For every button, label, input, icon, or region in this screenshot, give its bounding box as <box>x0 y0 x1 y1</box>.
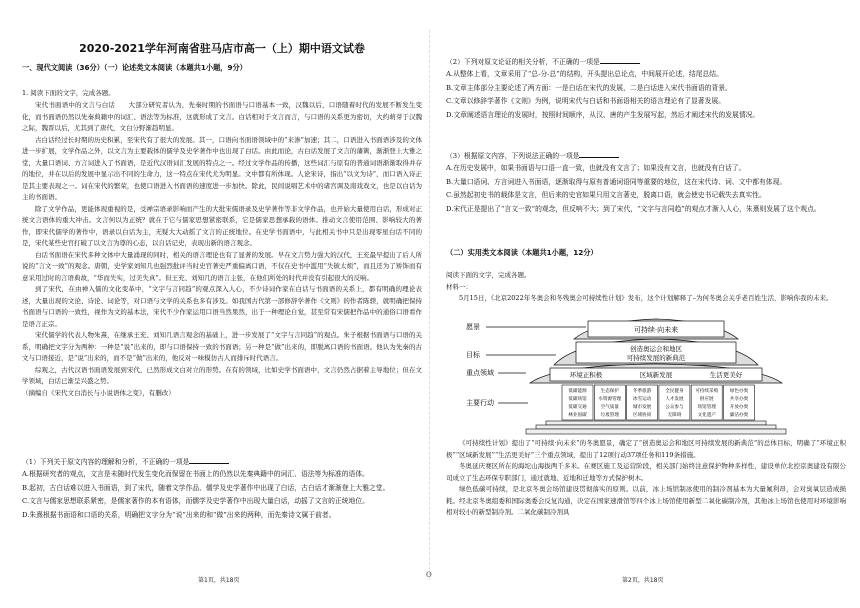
passage-two-cont <box>446 438 846 519</box>
figure-vision: 可持续·向未来 <box>633 326 679 334</box>
option-a[interactable]: A.从整体上看，文章采用了“总-分-总”的结构，开头提出总论点，中间展开论述，结尾总结。 <box>446 70 723 78</box>
option-a[interactable]: A.根据研究者的观点，文言是未随时代发生变化而保留在书面上的仍然以先秦典籍中的词汇、语法等为标准的语体。 <box>22 470 369 478</box>
figure-action-item: 城市发展 <box>632 405 652 410</box>
paragraph: 综观之，古代汉语书面语发展到宋代，已然形成文白对立的形势。在有的领域，比如史学书面语中，文言仍然占据着主导地位；但在文学领域，白话已渐呈兴盛之势。 <box>22 365 422 385</box>
material-label: 材料一： <box>446 282 472 291</box>
section-two-heading: （二）实用类文本阅读（本题共1小题，12分） <box>446 248 598 257</box>
figure-action-item: 共享办奥 <box>729 397 749 402</box>
page-divider <box>429 30 430 580</box>
figure-goal-line: 创造奥运会和地区 <box>630 345 682 353</box>
figure-action-item: 冬季旅游 <box>632 389 652 394</box>
figure-action-item: 场馆管理 <box>697 405 716 410</box>
figure-action-item: 垃圾管理 <box>600 413 619 418</box>
option-c[interactable]: C.文言与儒家思想联系紧密，是儒家著作的本有语体，而儒学及史学著作中出现大量白话，动摇了文言的正统地位。 <box>22 497 369 505</box>
option-d[interactable]: D.文章阐述语言理论的发展时，按照时间顺序，从汉、唐的产生发展写起，然后才阐述宋代的发展情况。 <box>446 110 760 119</box>
figure-area: 环境正积极 <box>569 371 603 379</box>
paragraph: 5月15日，《北京2022年冬奥会和冬残奥会可持续性计划》发布，这个计划解释了–为何冬奥会关乎老百姓生活，影响你我的未来。 <box>459 294 833 302</box>
option-b[interactable]: B.起初，古白话难以进入书面语，到了宋代，随着文学作品、儒学及史学著作中出现了白话，古白话才渐渐登上大雅之堂。 <box>22 483 390 492</box>
option-d[interactable]: D.朱熹根据书面语和口语的关系，明确把文字分为“说”出来的和“做”出来的两种，而先秦诗文属于前者。 <box>22 510 336 519</box>
figure-action-item: 低碳交通 <box>568 405 587 410</box>
paragraph: 宋代儒学的代表人物朱熹，在继承王充、刘知几语言观念的基础上，进一步发展了“文字与言同趋”的观点。朱子根据书面语与口语的关系，明确把文字分为两种：一种是“说”出来的，即与口语保持一致的书面语；另一种是“做”出来的，即脱离口语的书面语。他认为先秦的古文与口语接近，是“说”出来的，而不是“做”出来的，他反对一味模仿古人而排斥时代语言。 <box>22 331 422 362</box>
section-one-heading: 一、现代文阅读（36分）（一）论述类文本阅读（本题共1小题，9分） <box>22 63 247 72</box>
figure-action-item: 低碳场馆 <box>568 397 587 402</box>
figure-label-actions: 主要行动 <box>466 399 494 407</box>
option-a[interactable]: A.在历史发展中，如果书面语与口语一直一致，也就没有文言了；如果没有文言，也就没有白话了。 <box>446 164 746 172</box>
passage <box>22 100 422 399</box>
question-stem: （3）根据原文内容，下列说法正确的一项是 <box>446 152 580 160</box>
question-intro: 阅读下面的文字，完成各题。 <box>446 271 531 279</box>
question-stem: （2）下列对原文论证的相关分析，不正确的一项是 <box>446 58 600 66</box>
figure-action-item: 低碳能源 <box>568 389 587 394</box>
option-c[interactable]: C.虽然起初史书的载体是文言，但后来的史官如果只用文言著史，脱离口语，就会使史书记载失去真实性。 <box>446 191 766 199</box>
answer-blank[interactable] <box>600 57 640 64</box>
figure-label-goal: 目标 <box>466 351 480 359</box>
page-footer: 第2页，共18页 <box>622 577 664 584</box>
figure-action-item: 绿色办奥 <box>729 389 749 394</box>
question-3 <box>446 150 846 216</box>
figure-action-item: 冰雪运动 <box>632 397 652 402</box>
page-footer: 第1页，共18页 <box>198 577 240 584</box>
figure-action-item: 全民健身 <box>665 389 684 394</box>
answer-blank[interactable] <box>189 457 229 464</box>
figure-action-item: 水资源管理 <box>598 397 622 402</box>
question-2 <box>446 56 846 122</box>
paragraph: 《可持续性计划》提出了“可持续·向未来”的冬奥愿景，确定了“创造奥运会和地区可持续发展的新典范”的总体目标，明确了“环境正积极”“区域新发展”“生活更美好”三个重点领域，提出了12项行动37项任务和119条措施。 <box>446 439 846 459</box>
passage-two <box>446 270 846 305</box>
figure-label-areas: 重点领域 <box>466 369 494 377</box>
option-d[interactable]: D.宋代正是提出了“言文一致”的观念，但反响不大；到了宋代，“文字与言同趋”的观点才渐入人心，朱熹则发展了这个观点。 <box>446 204 821 213</box>
answer-blank[interactable] <box>579 151 619 158</box>
figure-action-item: 可持续采购 <box>695 389 719 394</box>
binding-mark: O <box>426 571 432 579</box>
question-1-1 <box>22 456 422 522</box>
figure-label-vision: 愿景 <box>466 323 480 331</box>
figure-action-item: 生态保护 <box>600 389 619 394</box>
paragraph: 到了宋代，在由禅入儒的文化变革中，“文字与言同趋”的观点深入人心，不少诗词作家在白话与书面语的关系上，都有明确的理论表述，大量出现的文论、诗论、词论等，对口语与文学的关系也多有涉及。如我国古代第一部修辞学著作《文则》的作者陈骙，就明确把保持书面语与口语的一致性，视作为文的基本法，宋代不少作家运用口语当然果然，出于一种理论自觉，甚至常有宋儒把作品中的通俗口语看作是语言正宗。 <box>22 285 422 328</box>
figure-action-item: 林业固碳 <box>568 413 587 418</box>
question-stem: （1）下列关于原文内容的理解和分析，不正确的一项是 <box>22 458 190 466</box>
paragraph: 宋代书面语中的文言与白话 大部分研究者认为，先秦时期的书面语与口语基本一致，汉魏以后，口语随着时代的发展不断发生变化，而书面语仍然以先秦典籍中的词汇、语法等为标准，这就形成了文言。白话相对于文言而言，与口语的关系更为密切，大约萌芽于汉魏之际，魏晋以后，尤其到了唐代，文白分野渐趋明显。 <box>22 101 422 132</box>
figure-action-item: 公众参与 <box>665 405 684 410</box>
question-intro: 1. 阅读下面的文字，完成各题。 <box>22 89 115 97</box>
paragraph: 绿色低碳可持续，是北京冬奥会场馆建设贯彻落实的原则。以前，冰上场馆制冰使用的制冷剂基本为大量氟利昂，会对臭氧层造成损耗。经北京冬奥组委和国际奥委会反复沟通，决定在国家速滑馆等四个冰上场馆使用新型二氧化碳制冷剂，其他冰上场馆也使用对环境影响相对较小的新型制冷剂。二氧化碳制冷剂具 <box>446 485 846 516</box>
figure-action-item: 人才发展 <box>665 397 684 402</box>
figure-area: 区域新发展 <box>639 371 673 379</box>
option-c[interactable]: C.文章以修辞学著作《文则》为例，说明宋代与白话和书面语相关的语言理论有了显著发展。 <box>446 97 725 105</box>
figure-action-item: 区域协同 <box>632 413 652 418</box>
olympic-plan-figure <box>446 317 846 435</box>
figure-action-item: 供应链 <box>699 397 714 402</box>
figure-action-item: 开放办奥 <box>729 405 749 410</box>
figure-action-item: 空气质量 <box>600 405 619 410</box>
paragraph: 除了文学作品，更能体现重视的是，受禅宗语录影响而产生的大批宋儒语录及史学著作等非文学作品，也开始大量使用白话，形成对正统文言语体的重大冲击。文言何以为正统？就在于它与儒家思想紧密联系，它是儒家思想承载的语体。推动文言使用范围、影响较大的著作，即宋代儒学的著作中，语录以白话为主，无疑大大动摇了文言的正统地位。在史学书面语中，与此相关书中只是出现零星白话不同的是，宋代某些史官打破了以文言为尊的心态，以自话记史，表现出新的语言观念。 <box>22 204 422 247</box>
figure-area: 生活更美好 <box>709 371 743 379</box>
figure-action-item: 廉洁办奥 <box>729 413 749 418</box>
option-b[interactable]: B.文章主体部分主要论述了两方面：一是白话在宋代的发展，二是白话进入宋代书面语的背景。 <box>446 83 732 92</box>
figure-goal-line: 可持续发展的新典范 <box>626 354 686 362</box>
figure-action-item: 文化遗产 <box>697 413 716 418</box>
paragraph: 冬奥延庆赛区所在的海坨山海拔两千多米。在赛区施工及运营阶段，相关部门始终注意保护物种多样性，建设单位北控京奥建设有限公司成立了生态环保专职部门，通过就地、近地和迁地等方式保护树木。 <box>446 462 846 482</box>
exam-title: 2020-2021学年河南省驻马店市高一（上）期中语文试卷 <box>79 42 365 55</box>
option-b[interactable]: B.大量口语词、方言词进入书面语，逐渐取得与原有普通词语同等重要的地位，这在宋代诗、词、文中都有体现。 <box>446 177 787 186</box>
paragraph: 白话书面语在宋代多种文体中大量涌现的同时，相关的语言理论也有了显著的发展。早在文言势力强大的汉代，王充最早提出了后人所说的“言文一致”的观念。唐朝，史学家刘知几也强烈批评当时史官著史严重偏离口语，不仅在史书中滥用“失铍太烦”，而且还为了矫饰而有意采用过时的言语典故，“华而失实，过美失真”。但王充、刘知几的语言主张，在他们所处的时代并没有引起很大的反响。 <box>22 250 422 282</box>
figure-action-item: 无障碍 <box>667 413 682 418</box>
paragraph: 古白话经过长时期的历史积累，至宋代有了很大的发展。其一，口语向书面语领域中的“来渗”加速；其二，口语进入书面语涉及的文体进一步扩展，文学作品之外，以文言为主要载体的儒学及史学著作中也出现了白话。由此而论，古白话发展了文言的藩篱，渐渐登上大雅之堂，大量口语词、方言词进入了书面语，是近代汉语词汇发展的特点之一。经过文学作品的传播，这些词汇与原有的普通词语渐渐取得并存的地位，并在以后的发展中显示出不同的生命力，这一特点在宋代尤为明显。文中都有所体现。人论宋诗，指出“以文为诗”，而口语入诗正是其主要表现之一。词在宋代的繁荣，也使口语进入书面语的速度进一步加快。除此，民间说唱艺术中的诸宫调及南戏戏文，也是以白话为主的书面语。 <box>22 135 422 201</box>
source-note: （摘编自《宋代文白消长与小说语体之变》，有删改） <box>22 388 175 397</box>
